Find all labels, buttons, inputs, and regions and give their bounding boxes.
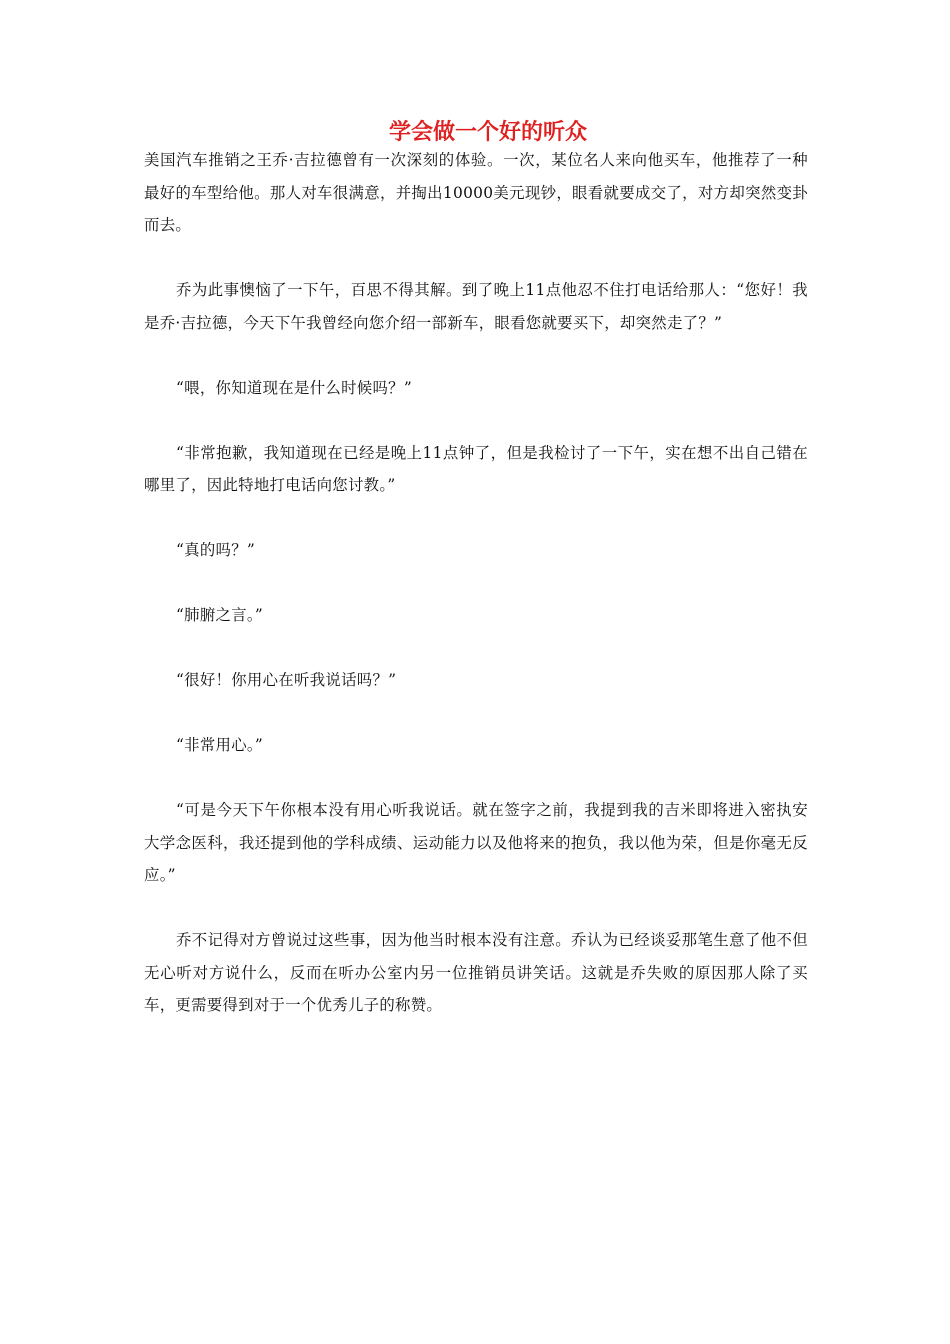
paragraph-spacer [144, 502, 808, 535]
paragraph-10: 乔不记得对方曾说过这些事，因为他当时根本没有注意。乔认为已经谈妥那笔生意了他不但无心听对方说什么，反而在听办公室内另一位推销员讲笑话。这就是乔失败的原因那人除了买车，更需要得到对于一个优秀儿子的称赞。 [144, 931, 808, 1014]
paragraph-3: “喂，你知道现在是什么时候吗？” [176, 378, 413, 397]
paragraph-9: “可是今天下午你根本没有用心听我说话。就在签字之前，我提到我的吉米即将进入密执安大学念医科，我还提到他的学科成绩、运动能力以及他将来的抱负，我以他为荣，但是你毫无反应。” [144, 801, 808, 884]
paragraph-2: 乔为此事懊恼了一下午，百思不得其解。到了晚上11点他忍不住打电话给那人：“您好！我是乔·吉拉德，今天下午我曾经向您介绍一部新车，眼看您就要买下，却突然走了？” [144, 281, 808, 332]
paragraph-spacer [144, 242, 808, 275]
paragraph-spacer [144, 404, 808, 437]
paragraph-spacer [144, 697, 808, 730]
paragraph-6: “肺腑之言。” [176, 606, 264, 624]
paragraph-spacer [144, 892, 808, 925]
paragraph-8: “非常用心。” [176, 736, 264, 754]
document-body [144, 118, 808, 1022]
document-title: 学会做一个好的听众 [388, 120, 587, 145]
paragraph-spacer [144, 567, 808, 600]
paragraph-1: 美国汽车推销之王乔·吉拉德曾有一次深刻的体验。一次，某位名人来向他买车，他推荐了一种最好的车型给他。那人对车很满意，并掏出10000美元现钞，眼看就要成交了，对方却突然变卦而去。 [144, 151, 808, 234]
paragraph-4: “非常抱歉，我知道现在已经是晚上11点钟了，但是我检讨了一下午，实在想不出自己错在哪里了，因此特地打电话向您讨教。” [144, 443, 808, 494]
paragraph-spacer [144, 339, 808, 372]
paragraph-5: “真的吗？” [176, 541, 256, 559]
paragraph-7: “很好！你用心在听我说话吗？” [176, 671, 397, 689]
paragraph-spacer [144, 762, 808, 795]
paragraph-spacer [144, 632, 808, 665]
